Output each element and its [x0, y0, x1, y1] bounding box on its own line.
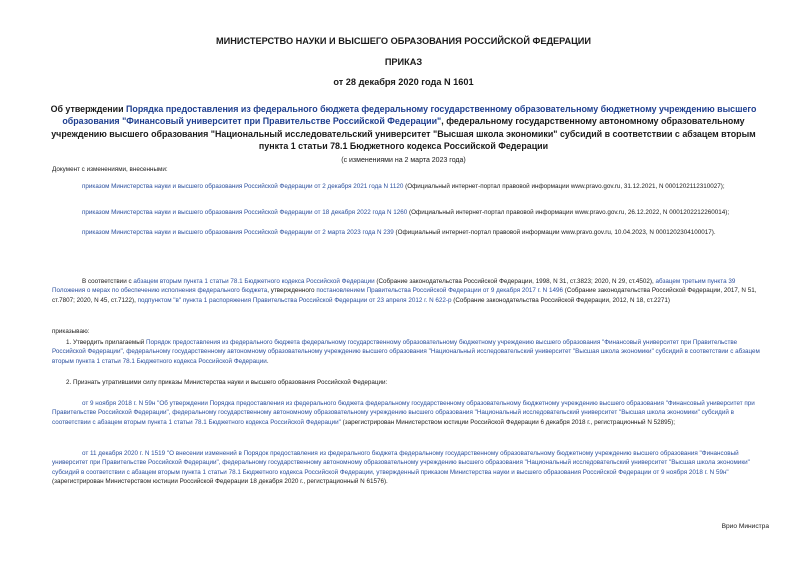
change-item [82, 228, 768, 237]
change-link[interactable]: приказом Министерства науки и высшего образования Российской Федерации от 2 декабря 2021 года N 1120 [82, 183, 404, 190]
repealed-link[interactable]: от 11 декабря 2020 г. N 1519 "О внесении изменений в Порядок предоставления из федерального бюджета федеральному государственному образовательному бюджетному учреждению высшего образования "Финансовый университет при Правительстве Российской Федерации", федеральному государственному автономному образовательному учреждению высшего образования "Национальный исследовательский университет "Высшая школа экономики" субсидий в соответствии с абзацем вторым пункта 1 статьи 78.1 Бюджетного кодекса Российской Федерации, утвержденный приказом Министерства науки и высшего образования Российской Федерации от 9 ноября 2018 г. N 59н" [52, 450, 750, 476]
document-kind: ПРИКАЗ [384, 57, 423, 67]
repealed-item [52, 399, 768, 427]
ministry-heading: МИНИСТЕРСТВО НАУКИ И ВЫСШЕГО ОБРАЗОВАНИЯ РОССИЙСКОЙ ФЕДЕРАЦИИ [215, 36, 591, 46]
order-item-2: 2. Признать утратившими силу приказы Министерства науки и высшего образования Российской Федерации: [66, 379, 388, 386]
basis-intro: В соответствии с [82, 278, 134, 285]
change-link[interactable]: приказом Министерства науки и высшего образования Российской Федерации от 2 марта 2023 года N 239 [82, 229, 394, 236]
order-word: приказываю: [52, 328, 90, 335]
change-link[interactable]: приказом Министерства науки и высшего образования Российской Федерации от 18 декабря 2022 года N 1260 [82, 209, 408, 216]
basis-link-order[interactable]: подпунктом "в" пункта 1 распоряжения Правительства Российской Федерации от 23 апреля 2012 г. N 622-р [137, 296, 452, 304]
basis-link-regulation[interactable]: абзацем третьим пункта 39 Положения о мерах по обеспечению исполнения федерального бюджета [52, 278, 736, 295]
document-title [45, 103, 762, 153]
title-link[interactable]: Порядка предоставления из федерального бюджета федеральному государственному образовательному бюджетному учреждению высшего образования "Финансовый университет при Правительстве Российской Федерации" [62, 104, 757, 127]
change-source: (Официальный интернет-портал правовой информации www.pravo.gov.ru, 10.04.2023, N 0001202304100017). [393, 229, 716, 236]
item1-prefix: 1. Утвердить прилагаемый [66, 339, 147, 346]
change-source: (Официальный интернет-портал правовой информации www.pravo.gov.ru, 31.12.2021, N 0001202112310027); [403, 183, 725, 190]
title-rest: , федеральному государственному автономному образовательному учреждению высшего образования "Национальный исследовательский университет "Высшая школа экономики" субсидий в соответствии с абзацем вторым пункта 1 статьи 78.1 Бюджетного кодекса Российской Федерации [51, 116, 756, 152]
item1-end: . [266, 357, 269, 365]
repealed-link[interactable]: от 9 ноября 2018 г. N 59н "Об утверждении Порядка предоставления из федерального бюджета федеральному государственному образовательному бюджетному учреждению высшего образования "Финансовый университет при Правительстве Российской Федерации", федеральному государственному автономному образовательному учреждению высшего образования "Национальный исследовательский университет "Высшая школа экономики" субсидий в соответствии с абзацем вторым пункта 1 статьи 78.1 Бюджетного кодекса Российской Федерации" [52, 400, 755, 426]
change-item [82, 182, 768, 191]
basis-text: , утвержденного [267, 287, 317, 295]
basis-link-resolution[interactable]: постановлением Правительства Российской Федерации от 9 декабря 2017 г. N 1496 [316, 287, 563, 295]
basis-link-budget-code[interactable]: абзацем вторым пункта 1 статьи 78.1 Бюджетного кодекса Российской Федерации [133, 278, 375, 285]
revision-note: (с изменениями на 2 марта 2023 года) [341, 157, 466, 164]
repealed-end: (зарегистрирован Министерством юстиции Российской Федерации 18 декабря 2020 г., регистрационный N 61576). [52, 478, 388, 486]
order-item-1 [52, 338, 768, 366]
change-source: (Официальный интернет-портал правовой информации www.pravo.gov.ru, 26.12.2022, N 0001202212260014); [407, 209, 730, 216]
basis-paragraph [52, 277, 768, 305]
basis-text: (Собрание законодательства Российской Федерации, 1998, N 31, ст.3823; 2020, N 29, ст.4502), [374, 278, 656, 285]
document-date: от 28 декабря 2020 года N 1601 [333, 77, 474, 87]
changes-heading: Документ с изменениями, внесенными: [52, 166, 168, 173]
repealed-item [52, 449, 768, 487]
basis-end: (Собрание законодательства Российской Федерации, 2012, N 18, ст.2271) [451, 296, 670, 304]
signature-title: Врио Министра [721, 523, 769, 530]
title-prefix: Об утверждении [50, 104, 124, 114]
change-item [82, 208, 768, 217]
item1-link[interactable]: Порядок предоставления из федерального бюджета федеральному государственному образовательному бюджетному учреждению высшего образования "Финансовый университет при Правительстве Российской Федерации", федеральному государственному автономному образовательному учреждению высшего образования "Национальный исследовательский университет "Высшая школа экономики" субсидий в соответствии с абзацем вторым пункта 1 статьи 78.1 Бюджетного кодекса Российской Федерации [52, 339, 760, 365]
basis-text: (Собрание законодательства Российской Федерации, 2017, N 51, ст.7807; 2020, N 45, ст.7122), [52, 287, 757, 304]
repealed-end: (зарегистрирован Министерством юстиции Российской Федерации 6 декабря 2018 г., регистрационный N 52895); [340, 418, 675, 426]
